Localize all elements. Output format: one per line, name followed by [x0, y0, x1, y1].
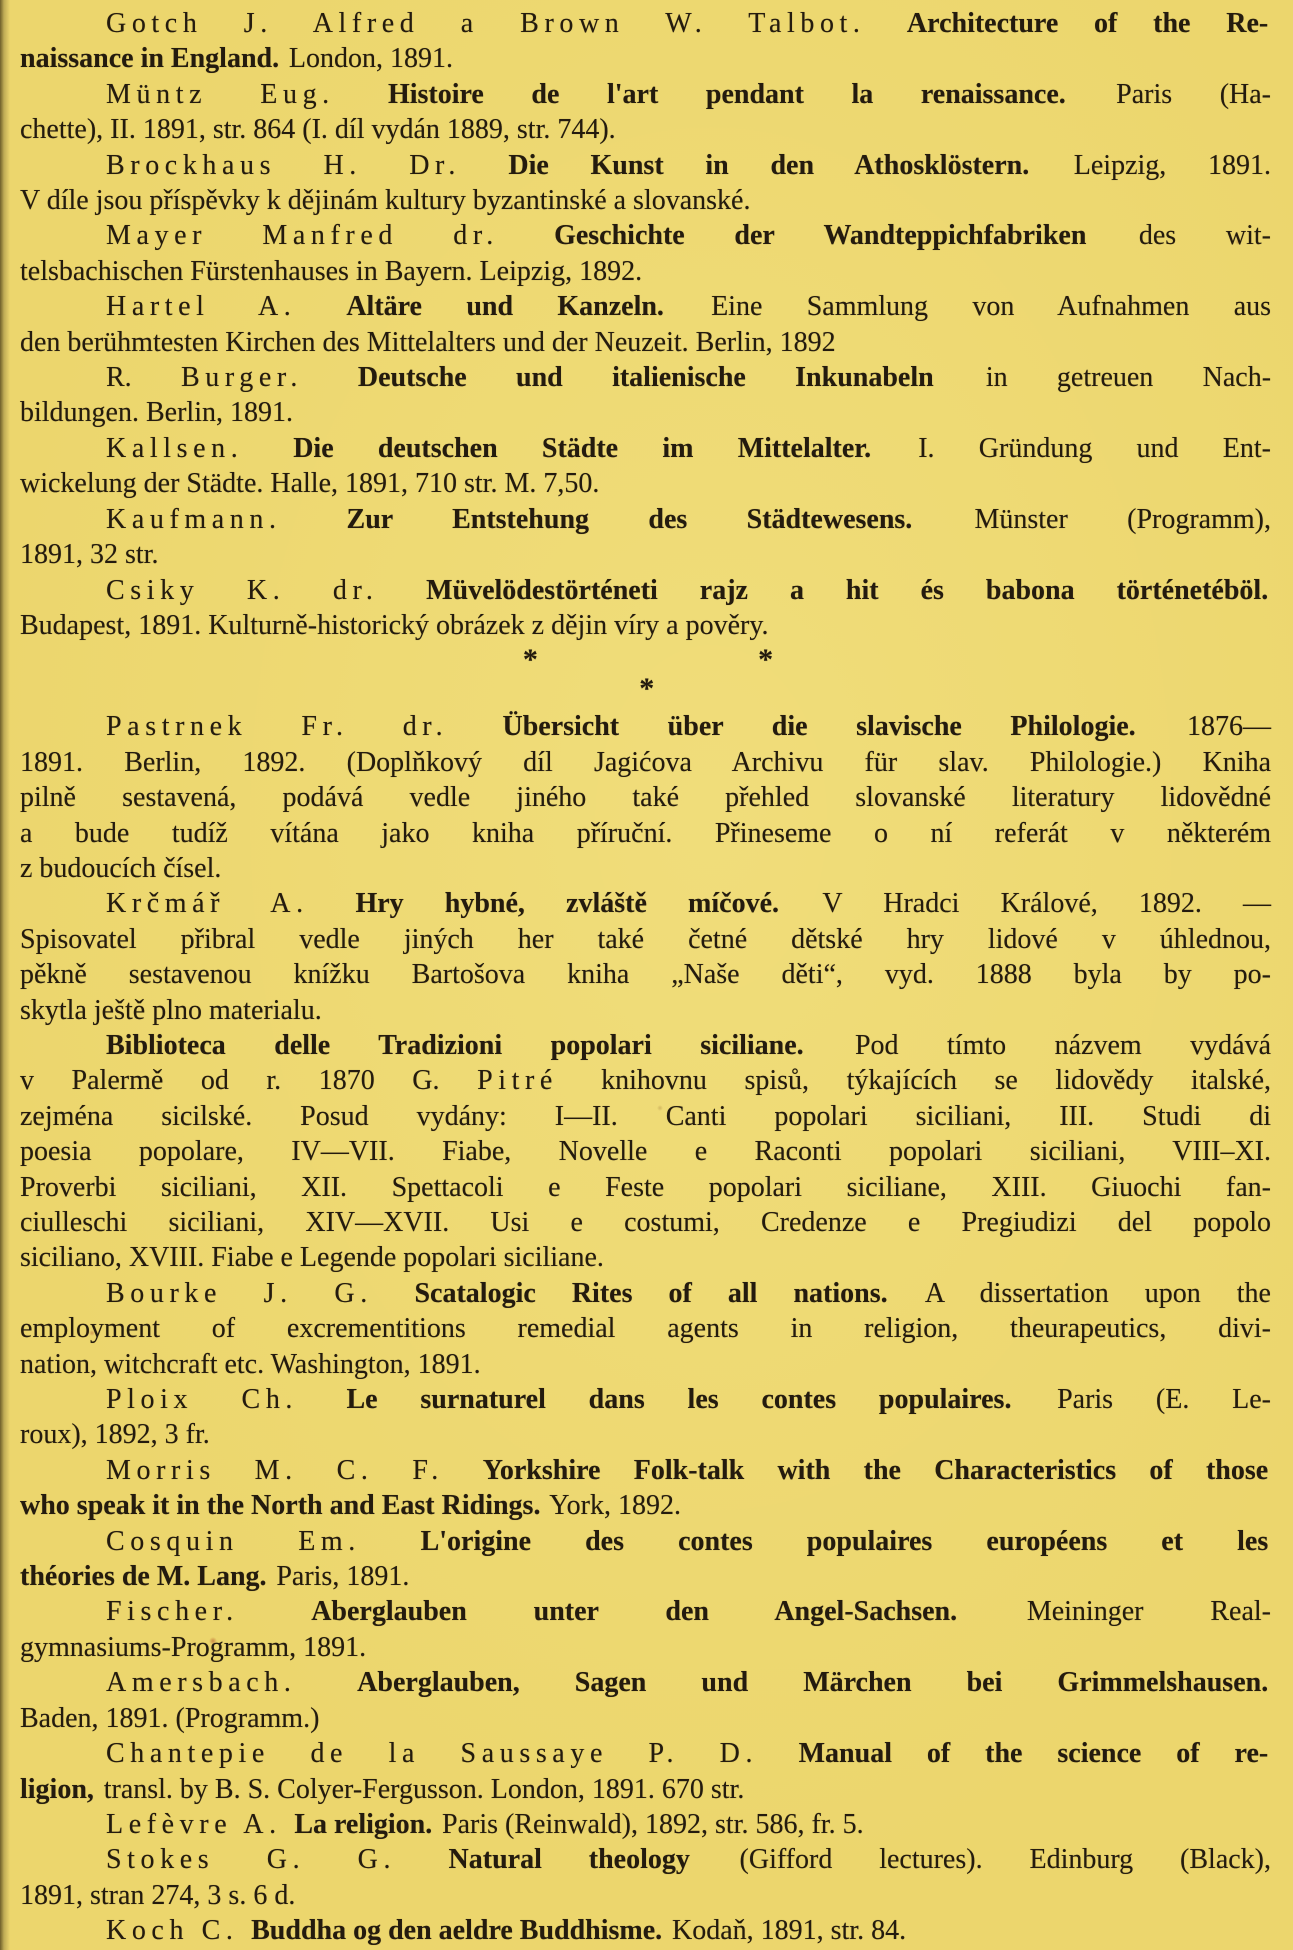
author-name: Brockhaus H. Dr.: [106, 149, 462, 181]
text-line: [20, 993, 1271, 1028]
text-line: [20, 1276, 1271, 1311]
bibliography-entry: [20, 148, 1271, 219]
text-line: [20, 537, 1271, 572]
work-title: Yorkshire Folk-talk with the Characteristics of those: [482, 1454, 1269, 1486]
work-title: Natural theology: [448, 1844, 690, 1876]
text-line: [20, 816, 1271, 851]
bibliography-entry: [20, 573, 1271, 644]
text-line: [20, 851, 1271, 886]
bibliography-entry: [20, 1913, 1271, 1948]
plain-text: zejména sicilské. Posud vydány: I—II. Canti popolari siciliani, III. Studi di: [20, 1100, 1271, 1132]
bibliography-entry: [20, 1842, 1271, 1913]
author-name: Pastrnek Fr. dr.: [106, 711, 449, 743]
asterisk: *: [522, 643, 538, 677]
text-line: [20, 360, 1271, 395]
plain-text: des wit-: [1138, 220, 1271, 252]
plain-text: Eine Sammlung von Aufnahmen aus: [711, 291, 1272, 323]
author-name: Hartel A.: [106, 291, 297, 323]
plain-text: Proverbi siciliani, XII. Spettacoli e Feste popolari siciliane, XIII. Giuochi fan-: [20, 1171, 1271, 1203]
text-line: [20, 254, 1271, 289]
plain-text: nation, witchcraft etc. Washington, 1891.: [20, 1348, 481, 1380]
text-line: [20, 502, 1271, 537]
text-line: [20, 1028, 1271, 1063]
author-name: Morris M. C. F.: [106, 1454, 444, 1486]
work-title: Architecture of the Re-: [906, 8, 1269, 39]
plain-text: Kodaň, 1891, str. 84.: [671, 1915, 907, 1947]
plain-text: Leipzig, 1891.: [1073, 149, 1272, 181]
plain-text: knihovnu spisů, týkajících se lidovědy italské,: [601, 1065, 1272, 1097]
text-line: [20, 957, 1271, 992]
text-line: [20, 1240, 1271, 1275]
author-name: Amersbach.: [106, 1667, 297, 1699]
author-name: Fischer.: [106, 1596, 239, 1628]
bibliography-entry: [20, 709, 1271, 886]
plain-text: skytla ještě plno materialu.: [20, 994, 322, 1026]
work-title: Geschichte der Wandteppichfabriken: [554, 220, 1087, 252]
author-name: Cosquin Em.: [106, 1525, 361, 1557]
text-line: [20, 573, 1271, 608]
author-name: Kallsen.: [106, 432, 244, 464]
text-line: [20, 1701, 1271, 1736]
plain-text: London, 1891.: [288, 43, 454, 75]
bibliography-entry: [20, 1524, 1271, 1595]
bibliography-entry: [20, 360, 1271, 431]
text-line: [20, 1772, 1271, 1807]
author-name: Pitré: [477, 1065, 558, 1097]
text-line: [20, 1913, 1271, 1948]
plain-text: A dissertation upon the: [924, 1277, 1271, 1309]
text-line: [20, 1807, 1271, 1842]
work-title: Buddha og den aeldre Buddhisme.: [251, 1915, 663, 1947]
work-title: Die Kunst in den Athosklöstern.: [508, 149, 1030, 181]
work-title: Aberglauben unter den Angel-Sachsen.: [311, 1596, 958, 1628]
author-name: Gotch J. Alfred a Brown W. Talbot.: [106, 8, 866, 39]
asterisk: *: [639, 672, 655, 706]
work-title: La religion.: [294, 1808, 433, 1840]
author-name: Lefèvre A.: [106, 1808, 282, 1840]
bibliography-entry: [20, 218, 1271, 289]
work-title: Le surnaturel dans les contes populaires.: [346, 1384, 1012, 1416]
bibliography-entry: [20, 77, 1271, 148]
work-title: Hry hybné, zvláště míčové.: [355, 888, 779, 920]
text-line: [20, 466, 1271, 501]
plain-text: z budoucích čísel.: [20, 852, 222, 884]
text-line: [20, 1417, 1271, 1452]
plain-text: siciliano, XVIII. Fiabe e Legende popolari siciliane.: [20, 1242, 604, 1274]
bibliography-entry: [20, 1736, 1271, 1807]
plain-text: V Hradci Králové, 1892. —: [822, 888, 1272, 920]
plain-text: Spisovatel přibral vedle jiných her také četné dětské hry lidové v úhlednou,: [20, 923, 1271, 955]
work-title: Biblioteca delle Tradizioni popolari siciliane.: [106, 1029, 804, 1061]
text-line: [20, 325, 1271, 360]
section-separator: [20, 643, 1271, 709]
work-title: Übersicht über die slavische Philologie.: [502, 711, 1136, 743]
work-title: Die deutschen Städte im Mittelalter.: [293, 432, 872, 464]
author-name: Burger.: [181, 362, 303, 394]
text-line: [20, 886, 1271, 921]
author-name: Csiky K. dr.: [106, 574, 379, 606]
bibliography-entry: [20, 6, 1271, 77]
text-line: [20, 1170, 1271, 1205]
plain-text: v Palermě od r. 1870 G.: [20, 1065, 440, 1097]
text-line: [20, 922, 1271, 957]
text-line: [20, 1205, 1271, 1240]
work-title: théories de M. Lang.: [20, 1561, 267, 1593]
bibliography-entry: [20, 1276, 1271, 1382]
text-line: [20, 608, 1271, 643]
bibliography-entry: [20, 1028, 1271, 1276]
author-name: Müntz Eug.: [106, 78, 335, 110]
author-name: Stokes G. G.: [106, 1844, 397, 1876]
text-line: [20, 745, 1271, 780]
work-title: Deutsche und italienische Inkunabeln: [357, 362, 934, 394]
plain-text: R.: [106, 362, 132, 394]
plain-text: Baden, 1891. (Programm.): [20, 1702, 320, 1734]
text-line: [20, 1311, 1271, 1346]
text-line: [20, 780, 1271, 815]
text-line: [20, 1063, 1271, 1098]
plain-text: Meininger Real-: [1026, 1596, 1271, 1628]
plain-text: Paris (E. Le-: [1057, 1384, 1271, 1416]
plain-text: poesia popolare, IV—VII. Fiabe, Novelle e Raconti popolari siciliani, VIII–XI.: [20, 1136, 1271, 1168]
text-line: [20, 1842, 1271, 1877]
text-line: [20, 1736, 1271, 1771]
bibliography-entry: [20, 1453, 1271, 1524]
work-title: Müvelödestörténeti rajz a hit és babona történetéböl.: [426, 574, 1269, 606]
plain-text: (Gifford lectures). Edinburg (Black),: [739, 1844, 1271, 1876]
text-line: [20, 1559, 1271, 1594]
text-line: [20, 1878, 1271, 1913]
plain-text: V díle jsou příspěvky k dějinám kultury byzantinské a slovanské.: [20, 185, 751, 217]
plain-text: den berühmtesten Kirchen des Mittelalters und der Neuzeit. Berlin, 1892: [20, 326, 836, 358]
text-line: [20, 1488, 1271, 1523]
plain-text: Paris, 1891.: [276, 1561, 410, 1593]
plain-text: pěkně sestavenou knížku Bartošova kniha „Naše děti“, vyd. 1888 byla by po-: [20, 959, 1271, 991]
work-title: L'origine des contes populaires européens et les: [420, 1525, 1269, 1557]
text-line: [20, 1630, 1271, 1665]
bibliography-entry: [20, 886, 1271, 1028]
work-title: Scatalogic Rites of all nations.: [414, 1277, 888, 1309]
plain-text: Münster (Programm),: [974, 503, 1271, 535]
plain-text: I. Gründung und Ent-: [918, 432, 1272, 464]
plain-text: employment of excrementitions remedial agents in religion, theurapeutics, divi-: [20, 1313, 1271, 1345]
author-name: Krčmář A.: [106, 888, 309, 920]
plain-text: Pod tímto názvem vydává: [854, 1029, 1271, 1061]
bibliography-entry: [20, 431, 1271, 502]
plain-text: pilně sestavená, podává vedle jiného také přehled slovanské literatury lidovědné: [20, 782, 1271, 814]
text-line: [20, 6, 1271, 41]
text-line: [20, 1524, 1271, 1559]
plain-text: Budapest, 1891. Kulturně-historický obrázek z dějin víry a pověry.: [20, 609, 769, 641]
work-title: Histoire de l'art pendant la renaissance.: [387, 78, 1066, 110]
text-line: [20, 1099, 1271, 1134]
plain-text: 1876—: [1187, 711, 1272, 743]
plain-text: ciulleschi siciliani, XIV—XVII. Usi e costumi, Credenze e Pregiudizi del popolo: [20, 1207, 1271, 1238]
text-line: [20, 1382, 1271, 1417]
author-name: Kaufmann.: [106, 503, 282, 535]
author-name: Bourke J. G.: [106, 1277, 373, 1309]
plain-text: wickelung der Städte. Halle, 1891, 710 str. M. 7,50.: [20, 468, 600, 500]
plain-text: 1891. Berlin, 1892. (Doplňkový díl Jagićova Archivu für slav. Philologie.) Kniha: [20, 746, 1271, 778]
plain-text: in getreuen Nach-: [985, 362, 1272, 394]
bibliography-entry: [20, 289, 1271, 360]
text-line: [20, 709, 1271, 744]
text-line: [20, 112, 1271, 147]
text-line: [20, 183, 1271, 218]
plain-text: chette), II. 1891, str. 864 (I. díl vydán 1889, str. 744).: [20, 114, 616, 146]
work-title: Altäre und Kanzeln.: [346, 291, 664, 323]
work-title: naissance in England.: [20, 43, 280, 75]
bibliography-entry: [20, 1594, 1271, 1665]
author-name: Koch C.: [106, 1915, 239, 1947]
text-line: [20, 1594, 1271, 1629]
text-line: [20, 41, 1271, 76]
text-line: [20, 218, 1271, 253]
text-line: [20, 289, 1271, 324]
plain-text: a bude tudíž vítána jako kniha příruční. Přineseme o ní referát v některém: [20, 817, 1271, 849]
text-line: [20, 1134, 1271, 1169]
author-name: Mayer Manfred dr.: [106, 220, 499, 252]
bibliography-entry: [20, 502, 1271, 573]
work-title: Manual of the science of re-: [798, 1738, 1269, 1770]
plain-text: bildungen. Berlin, 1891.: [20, 397, 293, 429]
text-line: [20, 148, 1271, 183]
work-title: who speak it in the North and East Ridings.: [20, 1490, 541, 1522]
text-line: [20, 395, 1271, 430]
work-title: ligion,: [20, 1773, 94, 1805]
text-line: [20, 1347, 1271, 1382]
author-name: Chantepie de la Saussaye P. D.: [106, 1738, 759, 1770]
text-line: [20, 1453, 1271, 1488]
asterisk: *: [758, 643, 774, 677]
plain-text: Paris (Ha-: [1116, 78, 1272, 110]
bibliography-entry: [20, 1382, 1271, 1453]
plain-text: roux), 1892, 3 fr.: [20, 1419, 210, 1451]
plain-text: 1891, stran 274, 3 s. 6 d.: [20, 1879, 296, 1911]
author-name: Ploix Ch.: [106, 1384, 299, 1416]
bibliography-entry: [20, 1807, 1271, 1842]
text-line: [20, 431, 1271, 466]
plain-text: gymnasiums-Programm, 1891.: [20, 1631, 367, 1663]
plain-text: York, 1892.: [549, 1490, 681, 1522]
plain-text: telsbachischen Fürstenhauses in Bayern. Leipzig, 1892.: [20, 255, 643, 287]
bibliography-entry: [20, 1665, 1271, 1736]
plain-text: 1891, 32 str.: [20, 539, 159, 571]
plain-text: transl. by B. S. Colyer-Fergusson. London, 1891. 670 str.: [103, 1773, 745, 1805]
work-title: Zur Entstehung des Städtewesens.: [346, 503, 913, 535]
plain-text: Paris (Reinwald), 1892, str. 586, fr. 5.: [442, 1808, 864, 1840]
text-line: [20, 1665, 1271, 1700]
text-line: [20, 77, 1271, 112]
work-title: Aberglauben, Sagen und Märchen bei Grimmelshausen.: [357, 1667, 1269, 1699]
